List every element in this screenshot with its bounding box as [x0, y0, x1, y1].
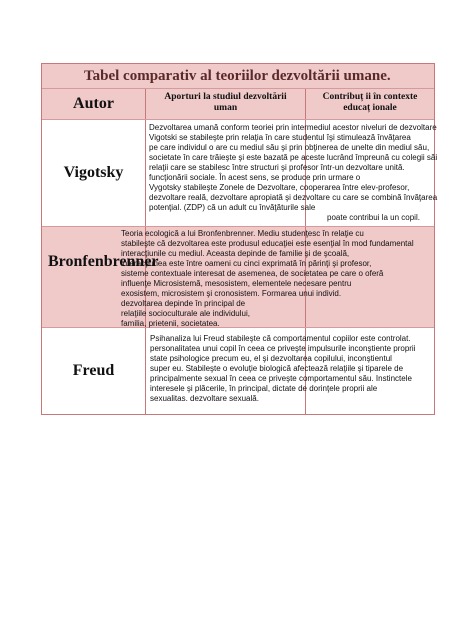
text-line: potenţial. (ZDP) că un adult cu învăţăturile sale: [149, 203, 316, 212]
text-line: poate contribui la un copil.: [327, 213, 420, 222]
header-row: [42, 89, 434, 120]
text-line: interacţiunile cu mediul. Aceasta depinde de familie şi de şcoală,: [121, 249, 350, 258]
text-line: personalitatea unui copil în ceea ce priveşte impulsurile inconştiente proprii: [150, 344, 416, 353]
text-line: influenţe Microsistemă, mesosistem, elementele necesare pentru: [121, 279, 352, 288]
text-line: state psihologice precum eu, el şi dezvoltarea copilului, inconştientul: [150, 354, 392, 363]
row-text: [150, 334, 415, 404]
text-line: exosistem, microsistem şi cronosistem. Formarea unui individ.: [121, 289, 342, 298]
text-line: relaţii care se stabilesc între structuri şi profesor într-un dezvoltare unită.: [149, 163, 405, 172]
header-contributions-to-development: [146, 89, 306, 119]
comparison-table: [41, 63, 438, 415]
text-line: Vigotski se stabileşte prin relaţia în care studentul îşi stimulează învăţarea: [149, 133, 411, 142]
text-line: interesele şi plăcerile, în principal, dictate de dorinţele proprii ale: [150, 384, 378, 393]
table-row-bronfenbrenner: [42, 227, 434, 328]
header-author: Autor: [42, 89, 146, 119]
header-educational-contexts: [306, 89, 434, 119]
text-line: interacţiunea este între oameni cu cinci exprimată în părinţi şi profesor,: [121, 259, 372, 268]
table-row-freud: [42, 328, 434, 414]
text-line: Vygotsky stabileşte Zonele de Dezvoltare, cooperarea între elev-profesor,: [149, 183, 410, 192]
text-line: dezvoltarea depinde în principal de: [121, 299, 246, 308]
table-title: Tabel comparativ al teoriilor dezvoltării umane.: [42, 64, 434, 89]
author-name: Freud: [42, 328, 146, 414]
header-col3-line2: educaț ionale: [343, 103, 397, 113]
text-line: super eu. Stabileşte o evoluţie biologică afectează relaţiile şi tiparele de: [150, 364, 404, 373]
table-row-vigotsky: [42, 120, 438, 227]
header-col2-line2: uman: [213, 103, 238, 113]
text-line: relaţiile socioculturale ale individului,: [121, 309, 250, 318]
text-line: pe care individul o are cu mediul său şi prin obţinerea de unelte din mediul său,: [149, 143, 430, 152]
text-line: sisteme contextuale interesat de asemenea, de societatea pe care o oferă: [121, 269, 384, 278]
author-name: Bronfenbrenner: [42, 227, 146, 327]
text-line: dezvoltare reală, dezvoltare apropiată şi dezvoltare cu care se combină învăţarea: [149, 193, 438, 202]
text-line: funcţionării sociale. În acest sens, se produce prin urmare o: [149, 173, 361, 182]
text-line: Dezvoltarea umană conform teoriei prin intermediul acestor niveluri de dezvoltare: [149, 123, 437, 132]
text-line: stabileşte că dezvoltarea este produsul educaţiei este esenţial în mod fundamental: [121, 239, 414, 248]
row-text: [149, 123, 437, 223]
text-line: Teoria ecologică a lui Bronfenbrenner. Mediu studenţesc în relaţie cu: [121, 229, 364, 238]
text-line: Psihanaliza lui Freud stabileşte că comportamentul copiilor este controlat.: [150, 334, 411, 343]
header-col2-line1: Aporturi la studiul dezvoltării: [164, 92, 287, 102]
text-line: principalmente sexual în ceea ce priveşte comportamentul său. Instinctele: [150, 374, 412, 383]
text-line: sexualitas. dezvoltare sexuală.: [150, 394, 259, 403]
text-line: familia, prietenii, societatea.: [121, 319, 220, 328]
author-name: Vigotsky: [42, 120, 146, 226]
header-col3-line1: Contribuț ii în contexte: [322, 92, 418, 102]
text-line: societate în care trăieşte şi este bazată pe aceste lucrând împreună cu colegii săi: [149, 153, 438, 162]
row-text: [121, 229, 414, 329]
